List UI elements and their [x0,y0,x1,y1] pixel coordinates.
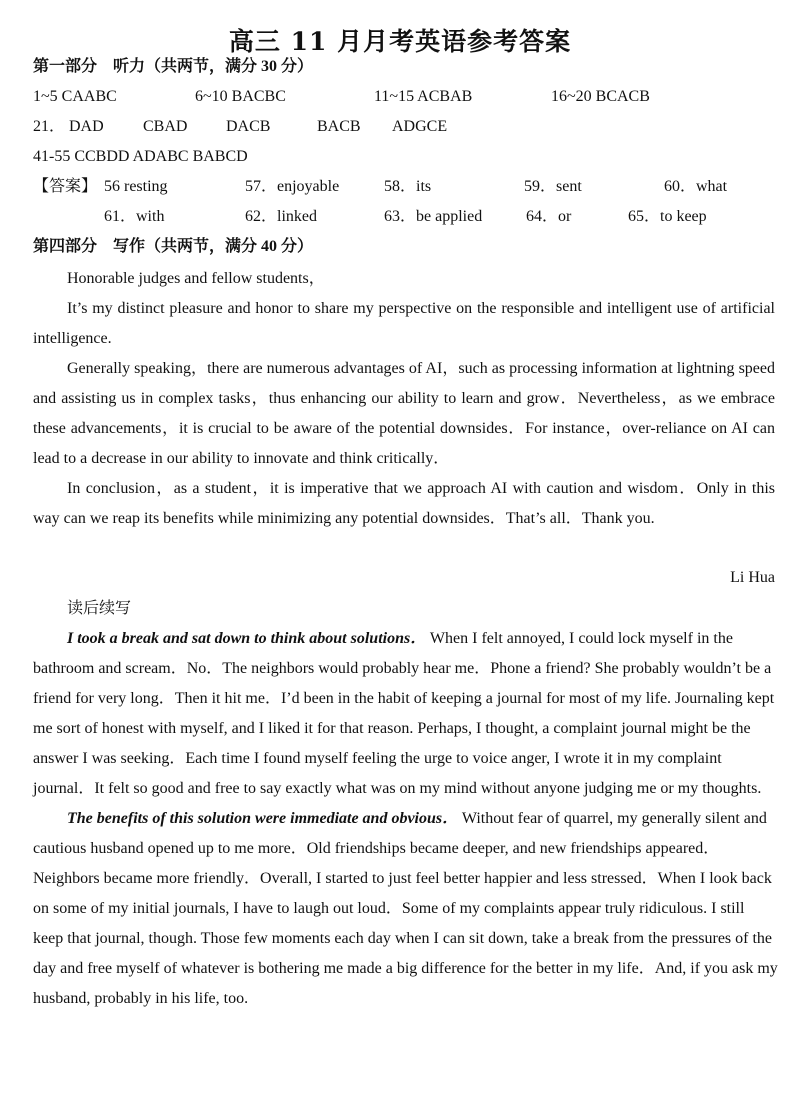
listening-group-1: 1~5 CAABC [33,88,117,105]
part4-heading: 第四部分 写作（共两节，满分 40 分） [33,238,314,255]
paragraph-2-body: Without fear of quarrel, my generally silent and cautious husband opened up to me more．Old friendships became deeper, and new friendships appeared．Neighbors became more friendly．Overall, I started to just feel better happier and less stressed．When I look back on some of my initial journals, I have to laugh out loud．Some of my complaints appear truly ridiculous. I still keep that journal, though. Those few moments each day when I can sit down, take a break from the pressures of the day and free myself of whatever is bothering me made a big difference for the better in my life．And, if you ask my husband, probably in his life, too. [33,810,778,1007]
listening-group-3: 11~15 ACBAB [374,88,473,105]
fill-answer-61: 61．with [104,208,165,225]
continuation-paragraph-1 [33,624,778,804]
essay-paragraph-2: Generally speaking，there are numerous advantages of AI，such as processing information at lightning speed and assisting us in complex tasks，thus enhancing our ability to learn and grow．Nevertheless，as we embrace these advancements，it is crucial to be aware of the potential downsides．For instance，over-reliance on AI can lead to a decrease in our ability to innovate and think critically． [33,360,775,467]
fill-answer-63: 63．be applied [384,208,483,225]
answers-21-2: CBAD [143,118,188,135]
essay [33,264,775,534]
essay-paragraph-1: It’s my distinct pleasure and honor to share my perspective on the responsible and intelligent use of artificial intelligence. [33,300,775,347]
paragraph-2-lead: The benefits of this solution were immediate and obvious． [67,810,459,827]
fill-answer-57: 57．enjoyable [245,178,340,195]
fill-answer-62: 62．linked [245,208,317,225]
answers-21-3: DACB [226,118,271,135]
fill-answer-56: 56 resting [104,178,168,195]
essay-paragraph-3: In conclusion，as a student，it is imperative that we approach AI with caution and wisdom．Only in this way can we reap its benefits while minimizing any potential downsides．That’s all．Thank you. [33,480,775,527]
fill-answer-58: 58．its [384,178,432,195]
listening-group-2: 6~10 BACBC [195,88,286,105]
paragraph-1-lead: I took a break and sat down to think about solutions． [67,630,427,647]
answers-41-55: 41-55 CCBDD ADABC BABCD [33,148,248,165]
continuation-heading: 读后续写 [67,600,132,617]
answers-21-5: ADGCE [392,118,448,135]
fill-answer-59: 59．sent [524,178,582,195]
answers-21-1: 21． DAD [33,118,104,135]
fill-prefix: 【答案】 [33,178,98,195]
continuation-text [33,624,778,1014]
paragraph-1-body: When I felt annoyed, I could lock myself in the bathroom and scream．No．The neighbors would probably hear me．Phone a friend? She probably wouldn’t be a friend for very long．Then it hit me．I’d been in the habit of keeping a journal for most of my life. Journaling kept me sort of honest with myself, and I liked it for that reason. Perhaps, I thought, a complaint journal might be the answer I was seeking．Each time I found myself feeling the urge to voice anger, I wrote it in my complaint journal．It felt so good and free to say exactly what was on my mind without anyone judging me or my thoughts. [33,630,775,797]
listening-group-4: 16~20 BCACB [551,88,650,105]
essay-signature: Li Hua [730,569,775,586]
answers-21-4: BACB [317,118,361,135]
essay-greeting: Honorable judges and fellow students， [67,270,325,287]
page-title: 高三 11 月月考英语参考答案 [228,27,572,56]
continuation-paragraph-2 [33,804,778,1014]
fill-answer-64: 64．or [526,208,572,225]
part1-heading: 第一部分 听力（共两节，满分 30 分） [33,58,314,75]
fill-answer-60: 60．what [664,178,728,195]
fill-answer-65: 65．to keep [628,208,707,225]
